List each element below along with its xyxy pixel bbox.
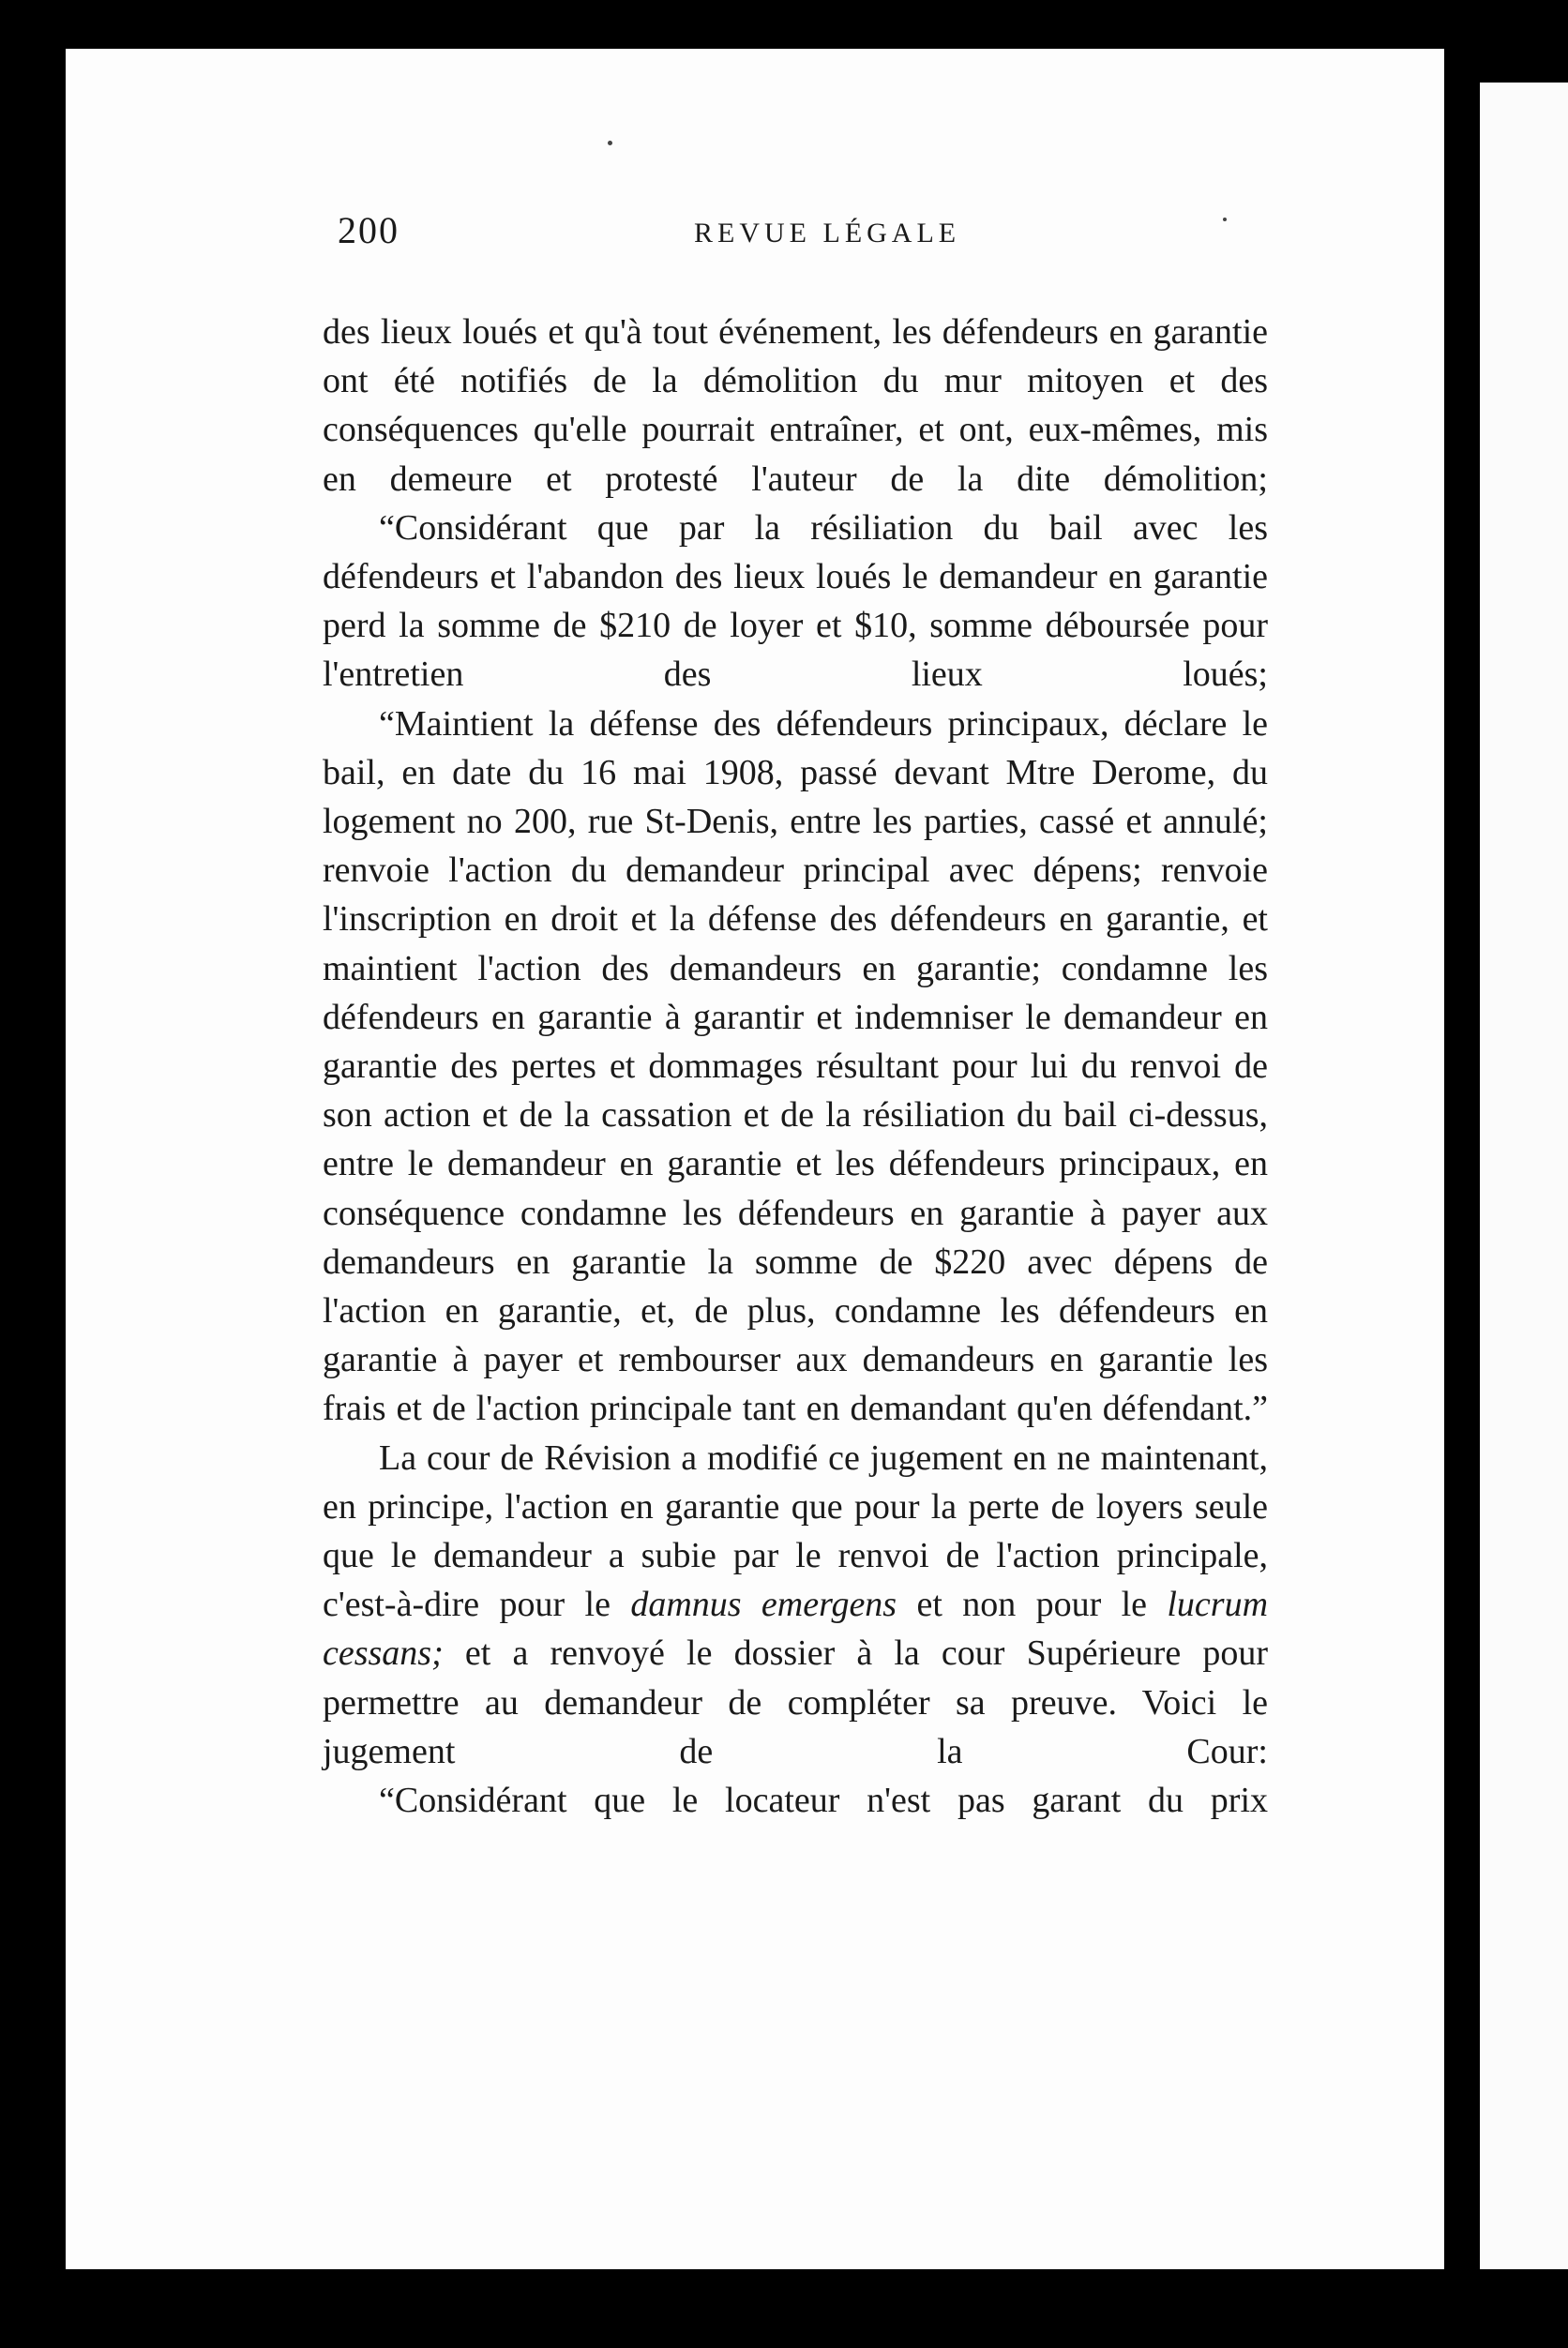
latin-term: lucrum cessans;	[323, 1585, 1269, 1674]
running-title: REVUE LÉGALE	[694, 218, 961, 248]
page-body	[323, 208, 1268, 1825]
paragraph: “Maintient la défense des défendeurs principaux, déclare le bail, en date du 16 mai 1908, passé devant Mtre Derome, du logement no 200, rue St-Denis, entre les parties, cassé et annulé; renvoie l'action du demandeur principal avec dépens; renvoie l'inscription en droit et la défense des défendeurs en garantie, et maintient l'action des demandeurs en garantie; condamne les défendeurs en garantie à garantir et indemniser le demandeur en garantie des pertes et dommages résultant pour lui du renvoi de son action et de la cassation et de la résiliation du bail ci-dessus, entre le demandeur en garantie et les défendeurs principaux, en conséquence condamne les défendeurs en garantie à payer aux demandeurs en garantie la somme de $220 avec dépens de l'action en garantie, et, de plus, condamne les défendeurs en garantie à payer et rembourser aux demandeurs en garantie les frais et de l'action principale tant en demandant qu'en défendant.”	[323, 703, 1268, 1429]
running-head	[323, 208, 1268, 264]
paragraph	[323, 1434, 1268, 1776]
adjacent-page-edge	[1480, 83, 1568, 2269]
paragraph-text: et a renvoyé le dossier à la cour Supérieure pour permettre au demandeur de compléter sa preuve. Voici le jugement de la Cour:	[323, 1633, 1268, 1771]
paragraph: “Considérant que par la résiliation du bail avec les défendeurs et l'abandon des lieux loués le demandeur en garantie perd la somme de $210 de loyer et $10, somme déboursée pour l'entretien des lieux loués;	[323, 507, 1268, 695]
paragraph-text: et non pour le	[897, 1585, 1168, 1625]
paragraph-text: La cour de Révision a modifié ce jugement en ne maintenant, en principe, l'action en garantie que pour la perte de loyers seule que le demandeur a subie par le renvoi de l'action principale, c'est-à-dire pour le	[323, 1437, 1268, 1625]
paragraph: des lieux loués et qu'à tout événement, les défendeurs en garantie ont été notifiés de la démolition du mur mitoyen et des conséquences qu'elle pourrait entraîner, et ont, eux-mêmes, mis en demeure et protesté l'auteur de la dite démolition;	[323, 312, 1268, 499]
page-number: 200	[338, 209, 400, 251]
paragraph: “Considérant que le locateur n'est pas garant du prix	[379, 1781, 1268, 1821]
ink-speck	[608, 141, 612, 145]
latin-term: damnus emergens	[630, 1585, 897, 1625]
